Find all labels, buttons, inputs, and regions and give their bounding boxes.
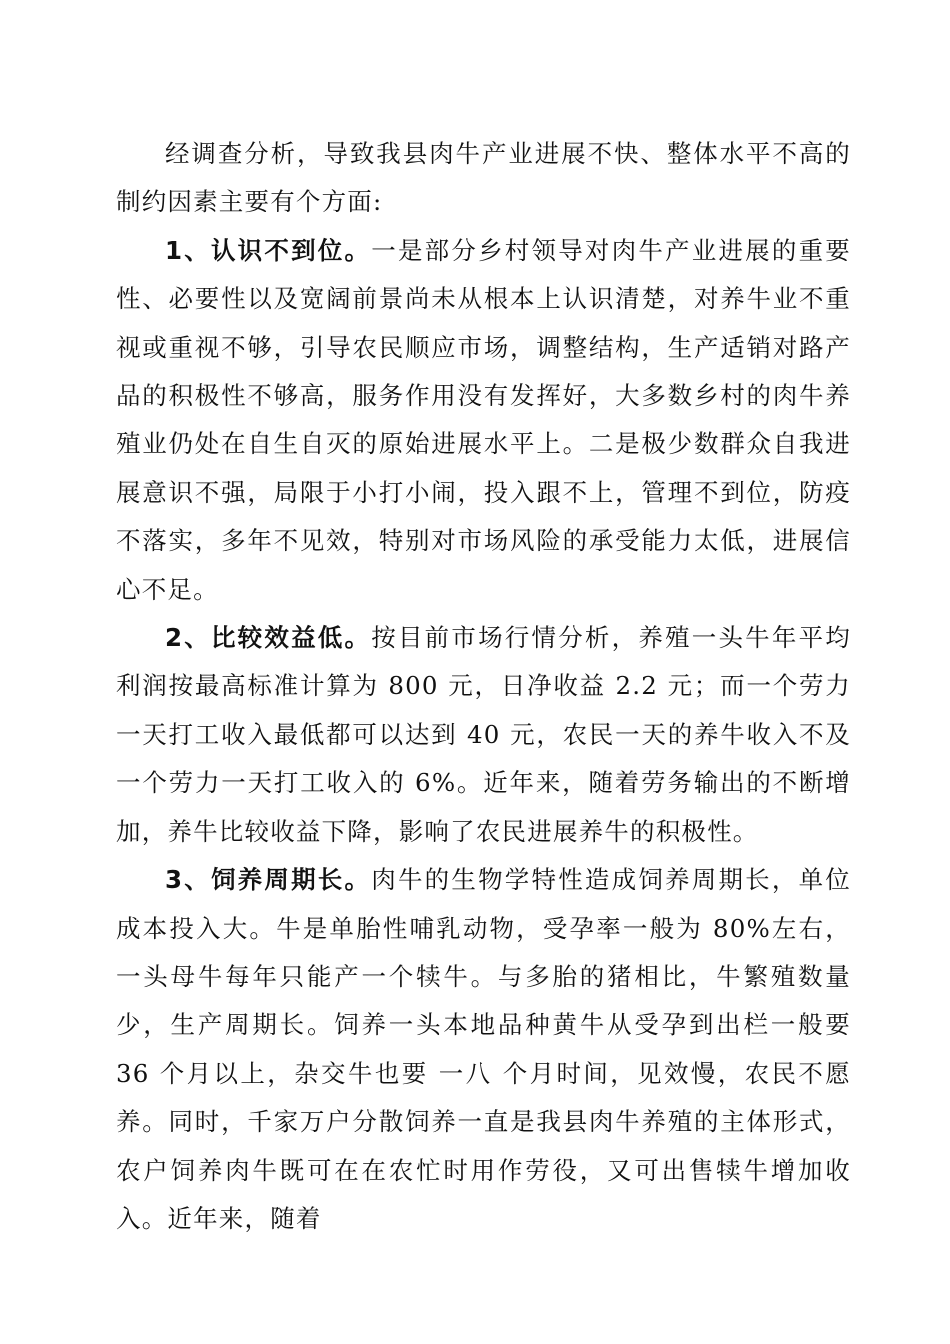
section-3-heading: 3、饲养周期长。 (165, 865, 372, 895)
section-1-body: 一是部分乡村领导对肉牛产业进展的重要性、必要性以及宽阔前景尚未从根本上认识清楚，对养牛业不重视或重视不够，引导农民顺应市场，调整结构，生产适销对路产品的积极性不够高，服务作用没有发挥好，大多数乡村的肉牛养殖业仍处在自生自灭的原始进展水平上。二是极少数群众自我进展意识不强，局限于小打小闹，投入跟不上，管理不到位，防疫不落实，多年不见效，特别对市场风险的承受能力太低，进展信心不足。 (116, 235, 851, 604)
document-body (116, 130, 851, 1243)
section-3-paragraph (116, 856, 851, 1243)
intro-text: 经调查分析，导致我县肉牛产业进展不快、整体水平不高的制约因素主要有个方面: (116, 139, 851, 217)
section-1-heading: 1、认识不到位。 (165, 235, 372, 265)
section-3-body: 肉牛的生物学特性造成饲养周期长，单位成本投入大。牛是单胎性哺乳动物，受孕率一般为 80%左右，一头母牛每年只能产一个犊牛。与多胎的猪相比，牛繁殖数量少，生产周期长。饲养一头本地品种黄牛从受孕到出栏一般要 36 个月以上，杂交牛也要 一八 个月时间，见效慢，农民不愿养。同时，千家万户分散饲养一直是我县肉牛养殖的主体形式，农户饲养肉牛既可在在农忙时用作劳役，又可出售犊牛增加收入。近年来，随着 (116, 865, 851, 1233)
section-2-paragraph (116, 614, 851, 856)
section-1-paragraph (116, 227, 851, 614)
section-2-body: 按目前市场行情分析，养殖一头牛年平均利润按最高标准计算为 800 元，日净收益 2.2 元；而一个劳力一天打工收入最低都可以达到 40 元，农民一天的养牛收入不及一个劳力一天打工收入的 6%。近年来，随着劳务输出的不断增加，养牛比较收益下降，影响了农民进展养牛的积极性。 (116, 623, 851, 846)
intro-paragraph (116, 130, 851, 227)
section-2-heading: 2、比较效益低。 (165, 623, 372, 653)
